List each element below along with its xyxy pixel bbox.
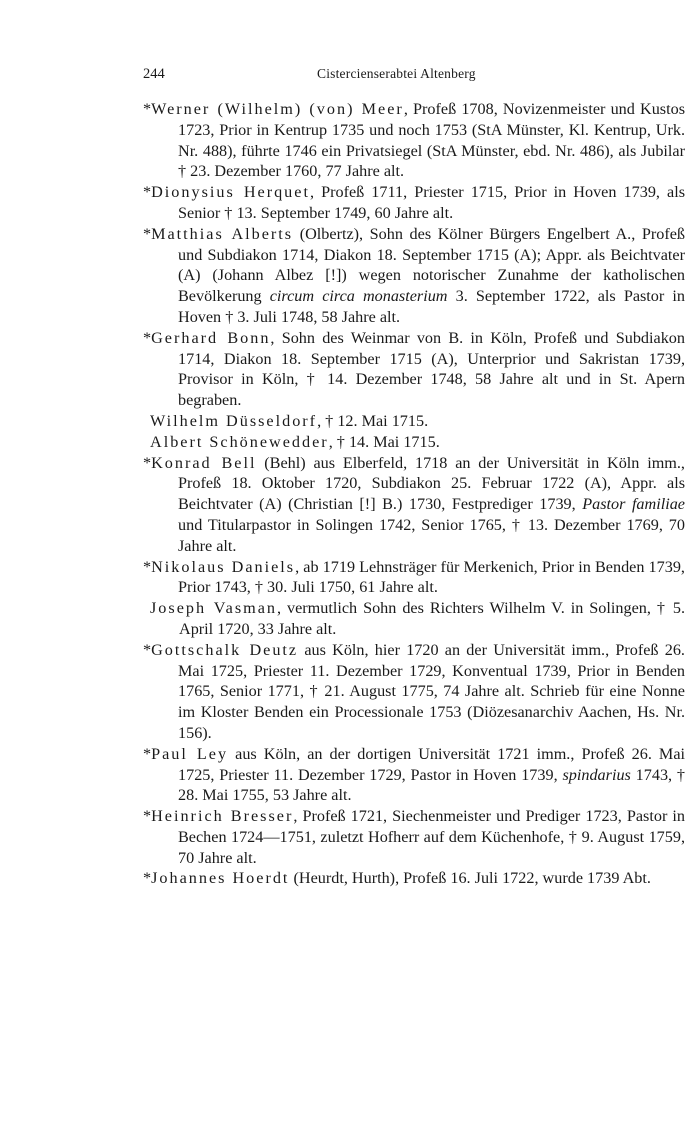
entry-dionysius-herquet (143, 182, 685, 224)
entry-text: (Olbertz), Sohn des Kölner Bürgers Engelbert A., Profeß und Subdiakon 1714, Diakon 18. September 1715 (A); Appr. als Beichtvater (A) (Johann Albez [!]) wegen notorischer Zunahme der katholischen Bevölkerung (178, 224, 685, 306)
entry-text: (Heurdt, Hurth), Profeß 16. Juli 1722, wurde 1739 Abt. (289, 869, 651, 888)
entry-name: Paul Ley (151, 744, 229, 763)
entry-list (143, 99, 685, 889)
entry-name: Joseph Vasman (150, 599, 277, 618)
entry-name: Nikolaus Daniels (151, 557, 296, 576)
entry-text: , Profeß 1708, Novizenmeister und Kustos 1723, Prior in Kentrup 1735 und noch 1753 (StA Münster, Kl. Kentrup, Urk. Nr. 488), führte 1746 ein Privatsiegel (StA Münster, ebd. Nr. 486), als Jubilar † 23. Dezember 1760, 77 Jahre alt. (178, 100, 685, 181)
entry-name: Albert Schönewedder (150, 432, 329, 451)
entry-text: , Profeß 1721, Siechenmeister und Prediger 1723, Pastor in Bechen 1724—1751, zuletzt Hofherr auf dem Küchenhofe, † 9. August 1759, 70 Jahre alt. (178, 807, 685, 867)
entry-text: aus Köln, hier 1720 an der Universität imm., Profeß 26. Mai 1725, Priester 11. Dezember 1729, Konventual 1739, Prior in Benden 1765, Senior 1771, † 21. August 1775, 74 Jahre alt. Schrieb für eine Nonne im Kloster Benden ein Processionale 1753 (Diözesanarchiv Aachen, Hs. Nr. 156). (178, 640, 685, 742)
entry-italic-phrase: circum circa monasterium (269, 287, 448, 306)
entry-prefix: * (143, 640, 152, 659)
entry-text: , ab 1719 Lehnsträger für Merkenich, Prior in Benden 1739, Prior 1743, † 30. Juli 1750, 61 Jahre alt. (178, 557, 685, 597)
entry-werner-meer (143, 99, 685, 182)
entry-paul-ley (143, 744, 685, 806)
entry-prefix: * (143, 869, 152, 888)
entry-text-continued: 3. September 1722, als Pastor in Hoven † 3. Juli 1748, 58 Jahre alt. (178, 287, 685, 326)
entry-text: (Behl) aus Elberfeld, 1718 an der Universität in Köln imm., Profeß 18. Oktober 1720, Subdiakon 25. Februar 1722 (A), Appr. als Beichtvater (A) (Christian [!] B.) 1730, Festprediger 1739, (178, 453, 685, 514)
entry-gottschalk-deutz (143, 640, 685, 744)
entry-name: Dionysius Herquet (151, 183, 310, 202)
entry-prefix: * (143, 224, 152, 243)
entry-text-continued: und Titularpastor in Solingen 1742, Senior 1765, † 13. Dezember 1769, 70 Jahre alt. (178, 515, 685, 555)
entry-nikolaus-daniels (143, 557, 685, 599)
entry-prefix: * (143, 557, 152, 576)
entry-text: , Profeß 1711, Priester 1715, Prior in Hoven 1739, als Senior † 13. September 1749, 60 Jahre alt. (178, 183, 686, 222)
entry-prefix: * (143, 744, 152, 763)
entry-prefix: * (143, 100, 152, 118)
entry-text: , † 12. Mai 1715. (317, 411, 429, 430)
entry-gerhard-bonn (143, 328, 685, 411)
entry-heinrich-bresser (143, 806, 685, 868)
entry-text-continued: 1743, † 28. Mai 1755, 53 Jahre alt. (178, 765, 686, 805)
entry-italic-phrase: spindarius (562, 765, 631, 784)
entry-wilhelm-duesseldorf (143, 411, 685, 432)
entry-prefix: * (143, 183, 152, 202)
running-title: Cistercienserabtei Altenberg (317, 66, 476, 81)
entry-prefix: * (143, 453, 152, 472)
entry-prefix: * (143, 807, 152, 826)
entry-name: Heinrich Bresser (151, 807, 294, 826)
entry-name: Wilhelm Düsseldorf (150, 411, 318, 430)
entry-name: Konrad Bell (151, 453, 257, 472)
entry-prefix: * (143, 328, 152, 347)
entry-text: , † 14. Mai 1715. (328, 432, 440, 451)
entry-name: Matthias Alberts (151, 224, 294, 243)
entry-joseph-vasman (143, 598, 685, 640)
entry-name: Gottschalk Deutz (151, 640, 299, 659)
entry-italic-phrase: Pastor familiae (582, 495, 685, 514)
entry-matthias-alberts (143, 224, 685, 328)
entry-text: , Sohn des Weinmar von B. in Köln, Profeß und Subdiakon 1714, Diakon 18. September 1715 (A), Unterprior und Sakristan 1739, Provisor in Köln, † 14. Dezember 1748, 58 Jahre alt und in St. Apern begraben. (178, 328, 685, 410)
entry-name: Gerhard Bonn (151, 328, 271, 347)
running-head (143, 64, 685, 84)
entry-name: Johannes Hoerdt (151, 869, 290, 888)
entry-albert-schoenewedder (143, 432, 685, 453)
entry-name: Werner (Wilhelm) (von) Meer (151, 100, 404, 118)
page-number: 244 (143, 66, 165, 82)
entry-konrad-bell (143, 453, 685, 557)
entry-johannes-hoerdt (143, 868, 685, 889)
entry-text: aus Köln, an der dortigen Universität 1721 imm., Profeß 26. Mai 1725, Priester 11. Dezember 1729, Pastor in Hoven 1739, (178, 744, 686, 784)
entry-text: , vermutlich Sohn des Richters Wilhelm V. in Solingen, † 5. April 1720, 33 Jahre alt. (179, 599, 685, 638)
